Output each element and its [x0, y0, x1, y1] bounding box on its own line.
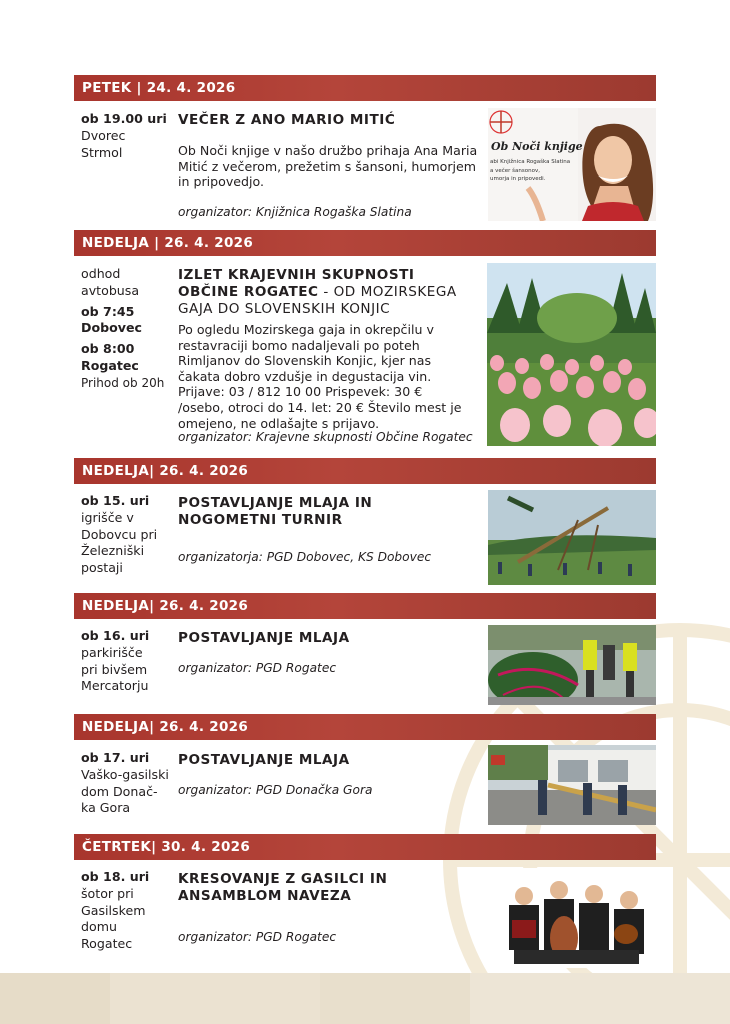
- event-1-poster-image: [488, 108, 656, 221]
- event-6-band-photo: [494, 868, 656, 968]
- poster-line-3: umorja in pripovedi.: [490, 176, 546, 182]
- event-5-when-where: [81, 750, 171, 817]
- event-5-time: ob 17. uri: [81, 750, 150, 765]
- event-5-place: Vaško-gasilski dom Donač-ka Gora: [81, 766, 169, 816]
- firefighters-maypole-image: [488, 625, 656, 705]
- event-3-organizer: organizatorja: PGD Dobovec, KS Dobovec: [178, 550, 432, 564]
- event-2-stop-1-place: Dobovec: [81, 320, 142, 336]
- event-6-time: ob 18. uri: [81, 869, 150, 884]
- event-1-date-header: PETEK | 24. 4. 2026: [74, 75, 656, 101]
- event-4-time: ob 16. uri: [81, 628, 150, 643]
- event-2-stop-1-time: ob 7:45: [81, 303, 135, 319]
- event-2-stop-2-place: Rogatec: [81, 357, 139, 373]
- event-2-description: Po ogledu Mozirskega gaja in okrepčilu v restavraciji bomo nadaljevali po poteh Rimljanov do Slovenskih Konjic, kjer nas čakata dobro vzdušje in degustacija vin. Prijave: 03 / 812 10 00 Prispevek: 30 € /osebo, otroci do 14. let: 20 € Število mest je omejeno, ne odlašajte s prijavo.: [178, 322, 462, 431]
- footer-segment: [110, 973, 320, 1024]
- event-4-organizer: organizator: PGD Rogatec: [178, 661, 337, 675]
- event-3-maypole-photo: [488, 490, 656, 585]
- event-6-place: šotor pri Gasilskem domu Rogatec: [81, 885, 146, 952]
- event-6-date-header: ČETRTEK| 30. 4. 2026: [74, 834, 656, 860]
- music-band-image: [494, 868, 656, 968]
- footer-segment: [470, 973, 730, 1024]
- event-1-description: Ob Noči knjige v našo družbo prihaja Ana Maria Mitić z večerom, prežetim s šansoni, humorjem in pripovedjo.: [178, 143, 478, 190]
- event-4-title: POSTAVLJANJE MLAJA: [178, 630, 350, 646]
- event-3-date-header: NEDELJA| 26. 4. 2026: [74, 458, 656, 484]
- event-2-return: Prihod ob 20h: [81, 375, 165, 390]
- event-1-organizer: organizator: Knjižnica Rogaška Slatina: [178, 205, 412, 219]
- footer-segment: [0, 973, 110, 1024]
- event-2-organizer: organizator: Krajevne skupnosti Občine Rogatec: [178, 430, 473, 444]
- event-2-title-bold: IZLET KRAJEVNIH SKUPNOSTI OBČINE ROGATEC: [178, 267, 415, 300]
- event-6-title: KRESOVANJE Z GASILCI IN ANSAMBLOM NAVEZA: [178, 871, 388, 904]
- footer-band: [0, 973, 730, 1024]
- event-2-tulip-photo: [487, 263, 656, 446]
- event-2-departure-label: odhod avtobusa: [81, 266, 140, 298]
- event-3-title: POSTAVLJANJE MLAJA IN NOGOMETNI TURNIR: [178, 495, 373, 528]
- event-2-when-where: [81, 266, 171, 392]
- event-4-place: parkirišče pri bivšem Mercatorju: [81, 644, 149, 694]
- event-3-place: igrišče v Dobovcu pri Železniški postaji: [81, 509, 158, 576]
- maypole-raising-image: [488, 490, 656, 585]
- footer-segment: [320, 973, 470, 1024]
- event-1-time: ob 19.00 uri: [81, 111, 167, 126]
- event-4-maypole-photo: [488, 625, 656, 705]
- event-4-when-where: [81, 628, 171, 695]
- poster-line-1: abi Knjižnica Rogaška Slatina: [490, 159, 571, 165]
- village-maypole-image: [488, 745, 656, 825]
- event-6-organizer: organizator: PGD Rogatec: [178, 930, 337, 944]
- event-1-title: VEČER Z ANO MARIO MITIĆ: [178, 112, 396, 128]
- event-5-organizer: organizator: PGD Donačka Gora: [178, 783, 373, 797]
- event-2-date-header: NEDELJA | 26. 4. 2026: [74, 230, 656, 256]
- event-3-time: ob 15. uri: [81, 493, 150, 508]
- event-6-when-where: [81, 869, 171, 953]
- event-2-title-light: - OD MOZIRSKEGA GAJA DO SLOVENSKIH KONJIC: [178, 284, 457, 317]
- event-1-when-where: [81, 111, 171, 161]
- event-3-when-where: [81, 493, 171, 577]
- event-2-title: [178, 267, 468, 318]
- poster-heading: Ob Noči knjige: [491, 140, 583, 153]
- event-5-date-header: NEDELJA| 26. 4. 2026: [74, 714, 656, 740]
- poster-line-2: a večer šansonov,: [490, 168, 540, 174]
- event-5-maypole-photo: [488, 745, 656, 825]
- tulip-garden-image: [487, 263, 656, 446]
- event-2-stop-2-time: ob 8:00: [81, 341, 135, 357]
- event-5-title: POSTAVLJANJE MLAJA: [178, 752, 350, 768]
- event-4-date-header: NEDELJA| 26. 4. 2026: [74, 593, 656, 619]
- event-1-place: Dvorec Strmol: [81, 127, 126, 160]
